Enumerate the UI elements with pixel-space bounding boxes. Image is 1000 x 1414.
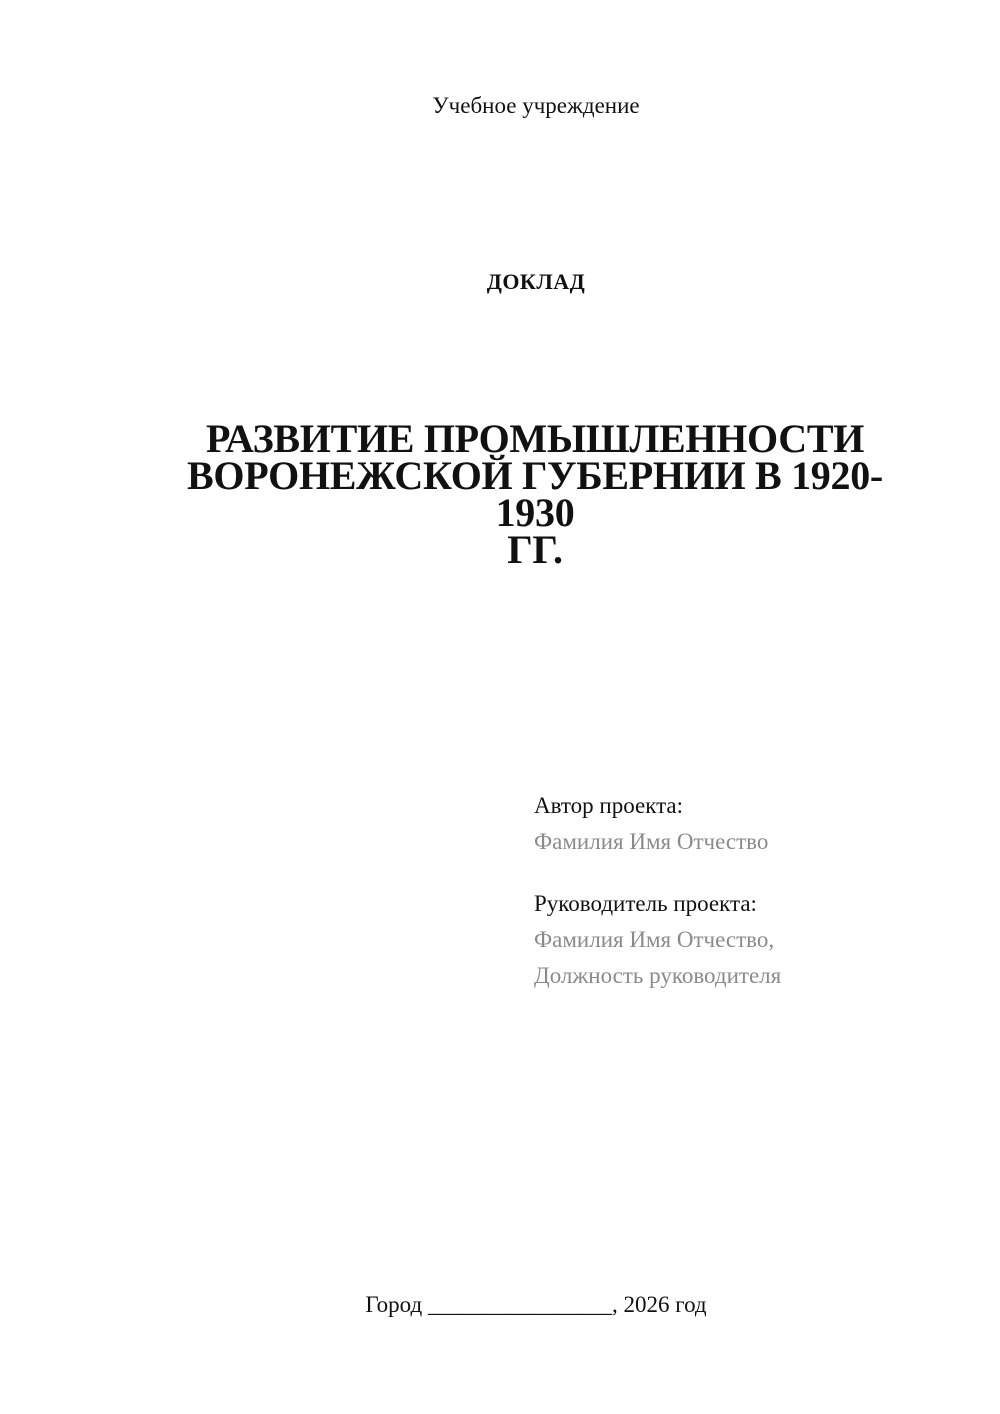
author-label: Автор проекта:: [534, 793, 683, 818]
supervisor-name: Фамилия Имя Отчество,: [534, 927, 775, 952]
supervisor-label: Руководитель проекта:: [534, 891, 757, 916]
credits-spacer: [534, 860, 954, 886]
title-line-3: ГГ.: [507, 527, 563, 572]
supervisor-position: Должность руководителя: [534, 963, 782, 988]
title-line-1: РАЗВИТИЕ ПРОМЫШЛЕННОСТИ: [205, 416, 865, 461]
document-type: ДОКЛАД: [486, 269, 586, 294]
document-title: [155, 416, 915, 572]
credits-block: [534, 788, 954, 994]
institution-name: Учебное учреждение: [432, 93, 640, 118]
title-line-2: ВОРОНЕЖСКОЙ ГУБЕРНИИ В 1920-1930: [187, 453, 883, 535]
city-year-line: Город ________________, 2026 год: [365, 1292, 707, 1317]
author-name: Фамилия Имя Отчество: [534, 829, 769, 854]
